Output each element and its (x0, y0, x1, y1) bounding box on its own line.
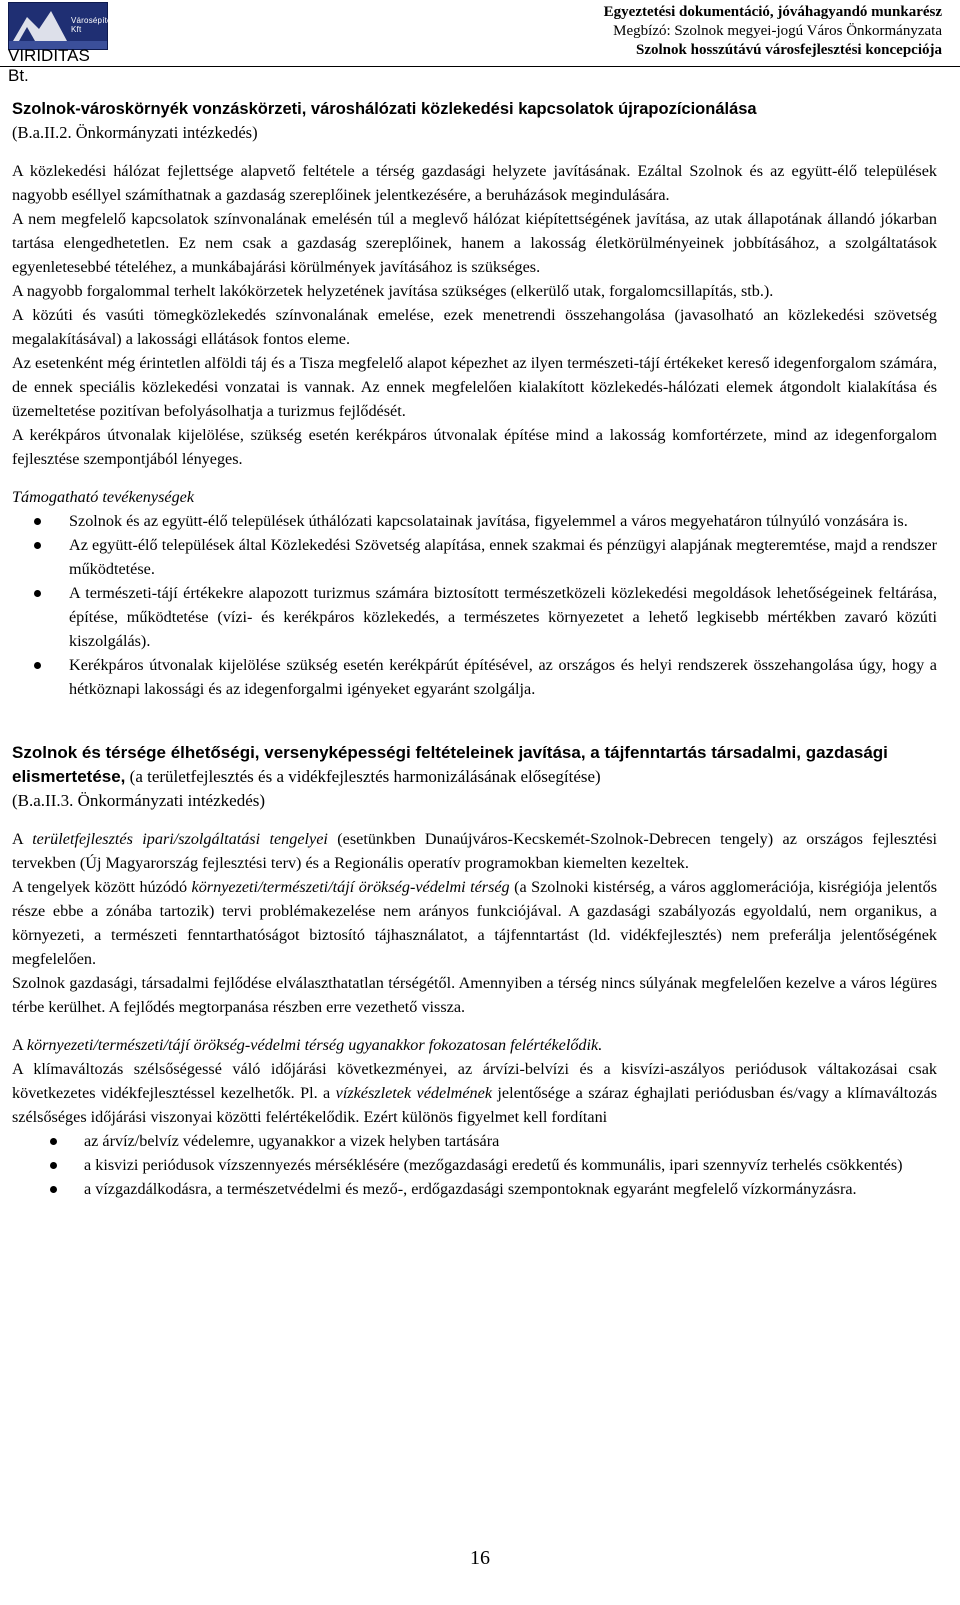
section1-paragraph: A nem megfelelő kapcsolatok színvonalának emelésén túl a meglevő hálózat kiépítettségének javítása, az utak állapotának állandó jókarban tartása elengedhetetlen. Ez nem csak a gazdaság szereplőinek, hanem a lakosság életkörülményeinek jobbításához, a szolgáltatások egyenletesebbé tételéhez, a munkábajárási körülmények javításához is szükséges. (12, 210, 937, 276)
supported-activities-list (12, 509, 937, 701)
company-logo (8, 2, 118, 85)
section2-title-cont: (B.a.II.3. Önkormányzati intézkedés) (12, 791, 266, 810)
supported-activities-heading: Támogatható tevékenységek (12, 488, 195, 506)
page-header (0, 0, 960, 85)
section1-paragraph: A közúti és vasúti tömegközlekedés színvonalának emelése, ezek menetrendi összehangolása (javasolható an közlekedési szövetség megalakításával) a lakossági ellátások fontos eleme. (12, 306, 937, 348)
section1-paragraph: Az esetenként még érintetlen alföldi táj és a Tisza megfelelő alapot képezhet az ilyen természeti-tájí értékeket kereső idegenforgalom számára, de ennek speciális közlekedési vonzatai is vannak. Az ennek megfelelően kialakított közlekedés-hálózati elemek átgondolt kialakítása és üzemeltetése pozitívan befolyásolhatja a turizmus fejlődését. (12, 354, 937, 420)
logo-brand-text: Városépítési Kft (71, 16, 118, 34)
header-client: Megbízó: Szolnok megyei-jogú Város Önkormányzata (613, 23, 942, 39)
section2-paragraph: A környezeti/természeti/tájí örökség-védelmi térség ugyanakkor fokozatosan felértékelődik. (12, 1036, 603, 1054)
list-item: Kerékpáros útvonalak kijelölése szükség esetén kerékpárút építésével, az országos és helyi rendszerek összehangolása úgy, hogy a hétköznapi lakossági és az idegenforgalmi igényeket egyaránt szolgálja. (12, 653, 937, 701)
section2-paragraph: A tengelyek között húzódó környezeti/természeti/tájí örökség-védelmi térség (a Szolnoki kistérség, a város agglomerációja, kisrégiója jelentős része ebbe a zónába tartozik) tervi problémakezelése nem arányos funkciójával. A gazdasági szabályozás egyoldalú, nem organikus, a környezeti, a természeti fenntarthatóságot biztosító tájhasználatot, a tájfenntartást (ld. vidékfejlesztés) nem preferálja jelentőségének megfelelően. (12, 878, 937, 968)
logo-emblem (8, 2, 118, 50)
list-item: Szolnok és az együtt-élő települések úthálózati kapcsolatainak javítása, figyelemmel a város megyehatáron túlnyúló vonzására is. (12, 509, 937, 533)
section1-paragraph: A közlekedési hálózat fejlettsége alapvető feltétele a térség gazdasági helyzete javításának. Ezáltal Szolnok és az együtt-élő települések nagyobb eséllyel számíthatnak a gazdaság szereplőinek jelentkezésére, a beruházások megindulására. (12, 162, 937, 204)
section1-paragraph: A kerékpáros útvonalak kijelölése, szükség esetén kerékpáros útvonalak építése mind a lakosság komfortérzete, mind az idegenforgalom fejlesztése szempontjából lényeges. (12, 426, 937, 468)
section1-paragraph: A nagyobb forgalommal terhelt lakókörzetek helyzetének javítása szükséges (elkerülő utak, forgalomcsillapítás, stb.). (12, 282, 774, 300)
header-divider (0, 66, 960, 67)
header-project: Szolnok hosszútávú városfejlesztési koncepciója (636, 42, 942, 58)
focus-areas-list (12, 1129, 937, 1201)
section2-paragraph: Szolnok gazdasági, társadalmi fejlődése elválaszthatatlan térségétől. Amennyiben a térség nincs súlyának megfelelően kezelve a város légüres térbe kerülhet. A fejlődés megtorpanása részben erre vezethető vissza. (12, 974, 937, 1016)
list-item: Az együtt-élő települések által Közlekedési Szövetség alapítása, ennek szakmai és pénzügyi alapjának megteremtése, majd a rendszer működtetése. (12, 533, 937, 581)
list-item: a kisvizi periódusok vízszennyezés mérséklésére (mezőgazdasági eredetű és kommunális, ipari szennyvíz terhelés csökkentés) (12, 1153, 937, 1177)
page-number: 16 (470, 1547, 490, 1569)
header-info (604, 3, 942, 60)
section1-title-cont: (B.a.II.2. Önkormányzati intézkedés) (12, 123, 258, 142)
list-item: A természeti-tájí értékekre alapozott turizmus számára biztosított természetközeli közlekedési megoldások lehetőségeinek feltárása, építése, működtetése (vízi- és kerékpáros közlekedés, a természetes környezetet a lehető legkisebb mértékben zavaró közúti kiszolgálás). (12, 581, 937, 653)
section2-paragraph: A klímaváltozás szélsőségessé váló időjárási következményei, az árvízi-belvízi és a kisvízi-aszályos periódusok váltakozásai csak következetes vidékfejlesztéssel kezelhetők. Pl. a vízkészletek védelmének jelentősége a száraz éghajlati periódusban és/vagy a klímaváltozás szélsőséges időjárási viszonyai közötti felértékelődik. Ezért különös figyelmet kell fordítani (12, 1060, 938, 1126)
section2-title: Szolnok és térsége élhetőségi, versenyképességi feltételeinek javítása, a tájfenntartás társadalmi, gazdasági elismertetése, (a területfejlesztés és a vidékfejlesztés harmonizálásának elősegítése) (B.a.II.3. Önkormányzati intézkedés) (12, 743, 888, 810)
list-item: az árvíz/belvíz védelemre, ugyanakkor a vizek helyben tartására (12, 1129, 937, 1153)
list-item: a vízgazdálkodásra, a természetvédelmi és mező-, erdőgazdasági szempontoknak egyaránt megfelelő vízkormányzásra. (12, 1177, 937, 1201)
header-doc-type: Egyeztetési dokumentáció, jóváhagyandó munkarész (603, 4, 942, 20)
section2-paragraph: A területfejlesztés ipari/szolgáltatási tengelyei (esetünkben Dunaújváros-Kecskemét-Szolnok-Debrecen tengely) az országos fejlesztési tervekben (Új Magyarország fejlesztési terv) és a Regionális operatív programokban kiemelten kezeltek. (12, 830, 938, 872)
company-name: VIRIDITAS Bt. (8, 46, 90, 85)
page-content (12, 97, 937, 1201)
section1-title: Szolnok-városkörnyék vonzáskörzeti, városhálózati közlekedési kapcsolatok újrapozícionálása (B.a.II.2. Önkormányzati intézkedés) (12, 100, 757, 142)
